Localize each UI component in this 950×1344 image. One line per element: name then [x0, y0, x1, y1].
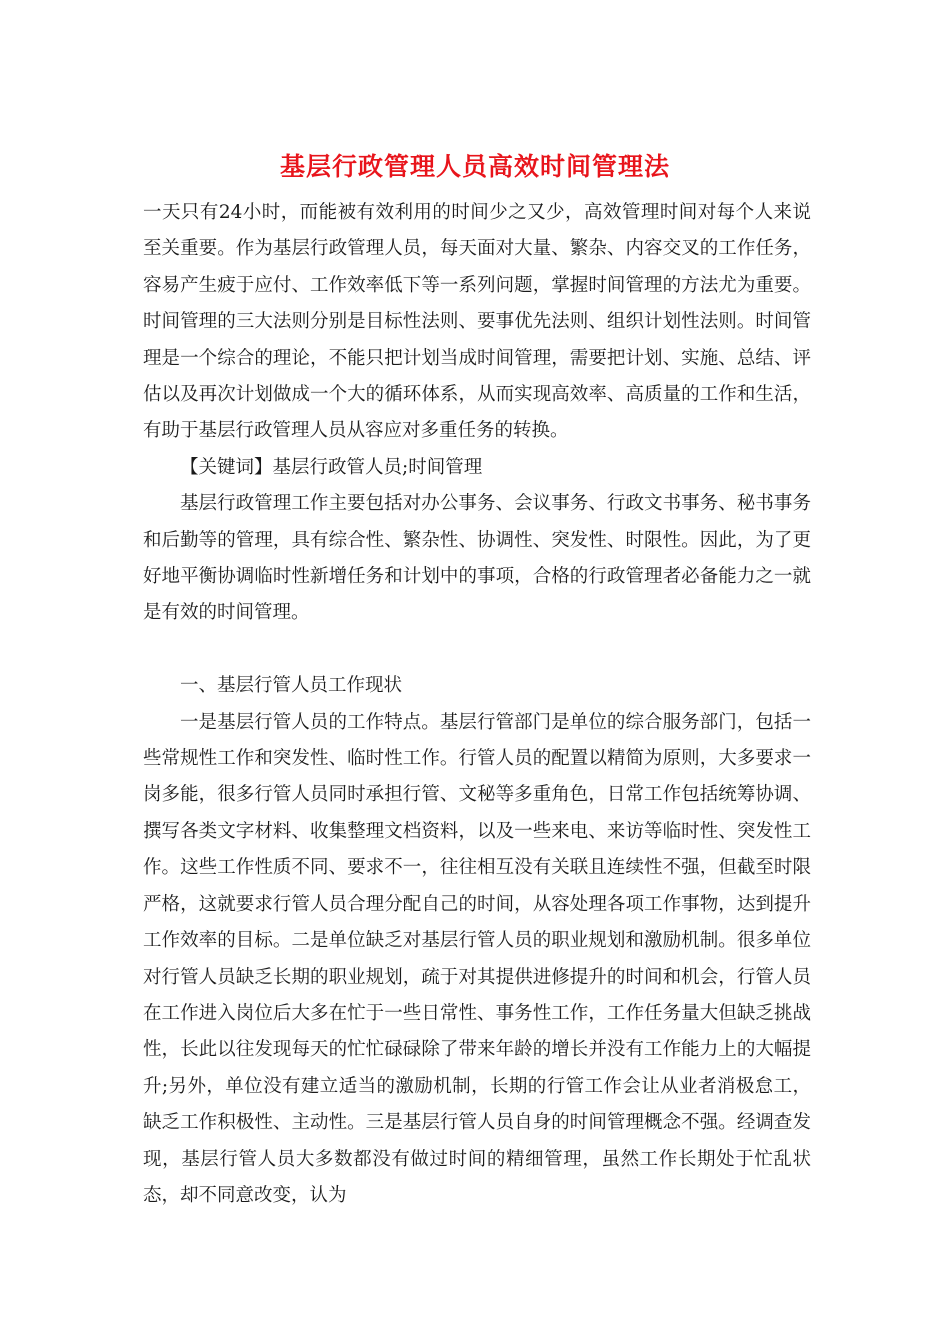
- section-body-paragraph: 一是基层行管人员的工作特点。基层行管部门是单位的综合服务部门，包括一些常规性工作和突发性、临时性工作。行管人员的配置以精简为原则，大多要求一岗多能，很多行管人员同时承担行管、文秘等多重角色，日常工作包括统筹协调、撰写各类文字材料、收集整理文档资料，以及一些来电、来访等临时性、突发性工作。这些工作性质不同、要求不一，往往相互没有关联且连续性不强，但截至时限严格，这就要求行管人员合理分配自己的时间，从容处理各项工作事物，达到提升工作效率的目标。二是单位缺乏对基层行管人员的职业规划和激励机制。很多单位对行管人员缺乏长期的职业规划，疏于对其提供进修提升的时间和机会，行管人员在工作进入岗位后大多在忙于一些日常性、事务性工作，工作任务量大但缺乏挑战性，长此以往发现每天的忙忙碌碌除了带来年龄的增长并没有工作能力上的大幅提升;另外，单位没有建立适当的激励机制，长期的行管工作会让从业者消极怠工，缺乏工作积极性、主动性。三是基层行管人员自身的时间管理概念不强。经调查发现，基层行管人员大多数都没有做过时间的精细管理，虽然工作长期处于忙乱状态，却不同意改变，认为: [143, 711, 811, 1206]
- abstract-paragraph: 一天只有24小时，而能被有效利用的时间少之又少，高效管理时间对每个人来说至关重要。作为基层行政管理人员，每天面对大量、繁杂、内容交叉的工作任务，容易产生疲于应付、工作效率低下等一系列问题，掌握时间管理的方法尤为重要。时间管理的三大法则分别是目标性法则、要事优先法则、组织计划性法则。时间管理是一个综合的理论，不能只把计划当成时间管理，需要把计划、实施、总结、评估以及再次计划做成一个大的循环体系，从而实现高效率、高质量的工作和生活，有助于基层行政管理人员从容应对多重任务的转换。: [143, 202, 811, 442]
- paragraph-spacer: [143, 632, 811, 668]
- intro-paragraph: 基层行政管理工作主要包括对办公事务、会议事务、行政文书事务、秘书事务和后勤等的管理，具有综合性、繁杂性、协调性、突发性、时限性。因此，为了更好地平衡协调临时性新增任务和计划中的事项，合格的行政管理者必备能力之一就是有效的时间管理。: [143, 493, 811, 624]
- document-body: [143, 195, 811, 1214]
- section-heading: 一、基层行管人员工作现状: [180, 675, 403, 697]
- keywords-paragraph: 【关键词】基层行政管人员;时间管理: [180, 456, 483, 478]
- document-title: 基层行政管理人员高效时间管理法: [279, 152, 670, 181]
